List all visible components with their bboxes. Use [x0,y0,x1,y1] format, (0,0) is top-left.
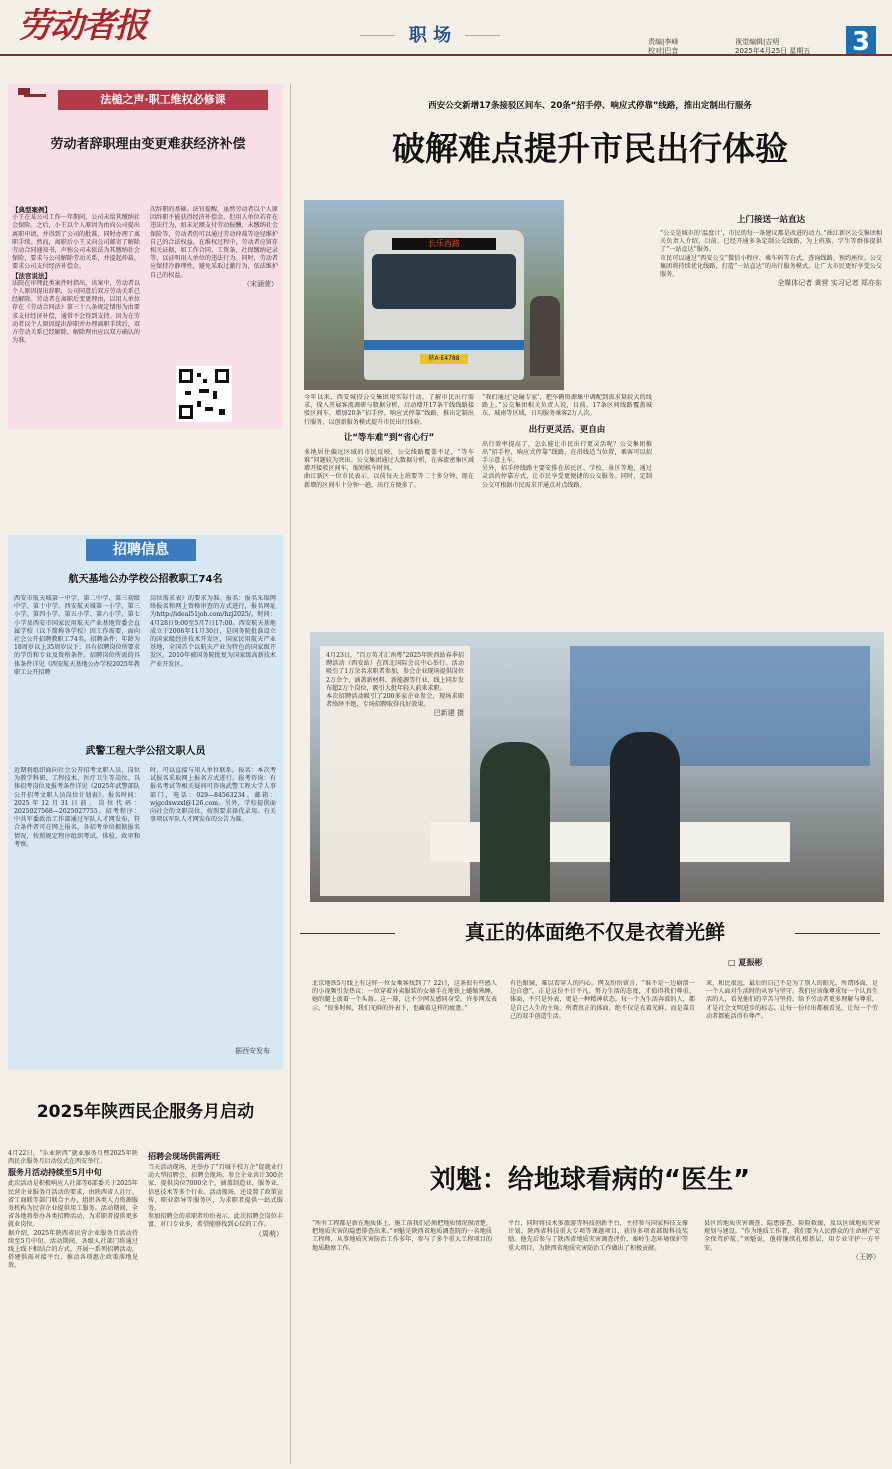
gavel-icon [12,86,52,104]
law-author: （宋涵萱） [243,279,278,288]
liu-col3-text: 县区的地质灾害调查、隐患排查、险险救援，及以区域地质灾害规划与建设。“作为地质工作者，我们要为人民群众的生命财产安全保驾护航。”刘魁说，他将继续扎根基层，用专业守护一方平安。 [704,1220,880,1252]
fair-caption [320,646,470,896]
passenger-group [530,296,560,376]
proof-name: 巴音 [664,47,679,55]
expo-p2: 据介绍，2025年陕西省民营企业服务月活动持续至5月中旬。活动期间，各级人社部门将通过线上线下相结合的方式，开展一系列招聘活动，搭建供需对接平台，推动各项惠企政策落地见效。 [8,1229,138,1270]
qr-code[interactable] [176,366,232,422]
visual-label: 视觉编辑 [735,38,763,46]
recruit-source: 据西安发布 [235,1047,270,1055]
bus-sub1: 让“等车难”到“省心行” [343,432,435,443]
bus-p2: 曲江新区一位市民表示，以前每天上班要等二十多分钟，现在新增的区间车十分钟一趟，出行方便多了。 [304,473,474,489]
analysis-text: 法院在审理此类案件时指出，该案中，劳动者以个人原因提出辞职，公司同意后双方劳动关系已经解除。劳动者在离职后变更理由，以用人单位存在《劳动合同法》第三十八条规定情形为由要求支付经济补偿，通常不会得到支持。因为在劳动者以个人原因提出辞职并办理离职手续后，双方劳动关系已经解除，解除理由应以双方确认的为准。 [12,279,140,345]
essay-col2: 有色眼镜，难以看穿人的内心。网友纷纷留言，“谁不是一边崩溃一边自愈”。正是这份不甘平凡、努力生活的态度，才值得我们尊重。体面，不只是外表，更是一种精神状态。每一个为生活奔波的人，都是自己人生的主角。所谓真正的体面，绝不仅是衣着光鲜，而是靠自己的双手创造生活。 [510,980,695,1020]
essay-col3: 来，和比很远，最后的自己不是为了别人的眼光。所谓体面，是一个人面对生活时的从容与坚守。我们应该像尊重每一个认真生活的人，看见他们的辛苦与坚持。给予劳动者更多理解与尊重，才是社会文明进步的标志。让每一份付出都被看见，让每一个劳动者都能活得有尊严。 [706,980,878,1020]
expo-p3: 当天活动现场，还举办了“百城千校万企”促就业行动大型招聘会。招聘会现场，参会企业共计300余家，提供岗位7000余个，涵盖制造业、服务业、信息技术等多个行业。活动现场，还设置了政策宣传、职业指导等服务区，为求职者提供一站式服务。 [148,1164,283,1213]
page-number: 3 [846,26,876,56]
bus-kicker: 西安公交新增17条接驳区间车、20条“招手停、响应式停靠”线路，推出定制出行服务 [428,101,752,111]
newspaper-logo: 劳动者报 [18,6,146,46]
masthead [0,0,892,56]
fair-person-right [610,732,680,902]
liu-title: 刘魁：给地球看病的“医生” [429,1165,751,1195]
expo-title: 2025年陕西民企服务月启动 [36,1102,255,1122]
bus-intro: 今年以来，西安城投公交集团用实际行动，了解市民出行需求，探入开展客流调研与数据分析，启动增开17条干线线路接驳区间车，增加20条“招手停、响应式停靠”线路，推出定制出行服务，以创新服务模式提升市民出行体验。 [304,394,474,426]
expo-author: （周萌） [255,1229,283,1238]
fair-text: 4月23日，“百万英才汇南粤”2025年陕西站春季招聘活动（西安站）在西北国际会议中心举行。活动吸引了1万余名求职者参加，参会企业现场提供岗位2万余个，涵盖新材料、新能源等行业，线上同步发布超2万个岗位，吸引大批年轻人前来求职。 [326,652,464,692]
job2-col2: 时，可以直接与用人单位联系。报名：本次考试报名采取网上报名方式进行。报考咨询：有报名考试等相关疑问可咨询武警工程大学人事部门，电话：029—84563234。邮箱：wjgcdxwzxl@126.com。另外，学校提供面向社会的文职岗位，按照要求择优录用。有关事项以军队人才网发布的公告为准。 [150,767,276,824]
bus-sub3: 上门接送一站直达 [736,215,805,225]
issue-date: 2025年4月25日 星期五 [735,47,811,55]
essay-title-box [395,918,795,946]
bus-photo [304,200,564,390]
recruit-header: 招聘信息 [86,539,196,561]
bus-bumper [364,340,524,350]
bus-author: 全媒体记者 黄营 实习记者 郑亦东 [777,279,882,288]
editor-name: 李峰 [664,38,679,46]
bus-body [364,230,524,380]
expo-col1 [8,1150,138,1465]
bus-plate: 陕A·E4788 [420,354,468,364]
bus-col1 [304,394,474,624]
expo-sub2: 招聘会现场供需两旺 [148,1152,220,1161]
visual-name: 吉明 [765,38,780,46]
law-title: 劳动者辞职理由变更难获经济补偿 [50,137,246,152]
essay-col1: 北京地铁5号线上有这样一位女乘客找到了？22日，这条很有些感人的小视频引发热议：一位穿着外卖服装的女骑手在地铁上蜷缩熟睡，她的腿上放着一个头盔。这一幕，让不少网友感同身受。许多网友表示，“很多时候，我们光鲜的外表下，也藏着这样的疲惫。” [312,980,497,1012]
law-column [8,84,283,429]
fair-person-left [480,742,550,902]
recruit-column [8,535,283,1070]
section-title: 职 场 [408,25,452,46]
bus-p1: 多地居住偏远区域的市民反映，公交线路覆盖不足，“等车难”问题较为突出。公交集团通过大数据分析，在客流密集区域增开接驳区间车，缩短候车时间。 [304,448,474,473]
bus-windshield [372,254,516,309]
case-heading: 【典型案例】 [12,206,51,214]
column-divider [290,84,291,1464]
bus-title: 破解难点提升市民出行体验 [392,129,788,168]
bus-p7: 市民可以通过“西安公交”微信小程序、乘车码等方式，查询线路、预约座位。公交集团将持续优化线路，打造“一站直达”的出行服务模式，让广大市民更好享受公交服务。 [660,254,882,279]
bus-p6: “公交是城市的‘温度计’，市民的每一条建议都是改进的动力。”曲江新区公交集团相关负责人介绍，目前，已经开通多条定制公交线路，为上班族、学生等群体提供了“一站直达”服务。 [660,230,882,254]
bus-p3: 出行效率提高了，怎么能让市民出行更灵活呢？公交集团推出“招手停、响应式停靠”线路，在沿线适当位置，乘客可以招手示意上车。 [482,440,652,465]
job2-col1: 近期将组织面向社会公开招考文职人员，岗位为教学科研、工程技术、医疗卫生等岗位。具体招考岗位及报考条件详见《2025年武警部队公开招考文职人员岗位计划表》。报名时间：2025年12月31日前。岗位代码：2025027568—2025027755。招考程序：中共军委政治工作部通过军队人才网发布，符合条件者可在网上报名。各招考单位根据报名情况，按照规定程序组织考试、体检、政审和考察。 [14,767,140,848]
expo-p4: 参加招聘会的求职者纷纷表示，此次招聘会岗位丰富，对口专业多，希望能够找到心仪的工作。 [148,1213,283,1229]
analysis-heading: 【法官说法】 [12,271,51,280]
expo-lead: 4月22日，“乐业陕西”就业服务月暨2025年陕西民企服务月启动仪式在西安举行。 [8,1150,138,1166]
expo-sub1: 服务月活动持续至5月中旬 [8,1168,102,1178]
editor-credits: 责编|李峰 校对|巴音 [648,38,679,55]
essay-author: □ 夏振彬 [728,958,763,967]
job-fair-photo [310,632,884,902]
job1-title: 航天基地公办学校公招教职工74名 [68,574,223,585]
bus-col2 [482,394,652,624]
job1-col2: 岗位需求表》的要求为准。报名：报名采取网络报名和网上资格审查的方式进行，报名网址为http://ideal51job.com/hzj2025/。时间：4月28日9:00至5月7日17:00。西安航天基地成立于2006年11月30日，是国务院批准设立的国家级经济技术开发区，国家民用航天产业基地，全国首个以航天产业为特色的国家级开发区。2010年被国务院批复为国家级高新技术产业开发区。 [150,595,276,668]
law-banner: 法槌之声·职工维权必修课 [58,90,268,110]
job1-col1: 西安市航天城第一中学、第二中学、第三初级中学、第十中学、西安航天城第一小学、第三小学、第四小学、第五小学、第六小学、第七小学及西安市国家民用航天产业基地管委会直属学校（以下简称各学校）因工作需要，面向社会公开招聘教职工74名。招聘条件：年龄为18周岁以上35周岁以下；具有招聘岗位所要求的学历和专业及资格条件。招聘岗位所需的具体条件详见《西安航天基地公办学校2025年教职工公开招聘 [14,595,140,676]
fair-author: 巴新建 摄 [433,709,464,718]
proof-label: 校对 [648,47,662,55]
case-text: 小王在某公司工作一年期间，公司未给其缴纳社会保险。之后，小王以个人原因为由向公司提出离职申请，并得到了公司的批准，同时办理了离职手续。然而，离职后小王又向公司邮寄了解除劳动合同通知书，声称公司未依法为其缴纳社会保险，要求与公司解除劳动关系，并提起仲裁，要求公司支付经济补偿金。 [12,214,140,271]
fair-note: 本次招聘活动吸引了200多家企业参会，现场求职者络绎不绝，专场招聘取得良好效果。 [326,693,464,709]
liu-col1: “所有工程都是新在地质体上，施工前我们必须把地质情况摸清楚，把地质灾害的隐患排查出来。”刘魁是陕西省地质调查院的一名地质工程师，从事地质灾害防治工作多年，参与了多个重大工程项目的地质勘察工作。 [312,1220,492,1252]
expo-col2 [148,1150,283,1465]
bus-p5: 另外，招手停线路主要安排在居民区、学校、景区等地，通过灵活的停靠方式，让市民享受更便捷的公交服务。同时，定制公交可根据市民需求开通点对点线路。 [482,465,652,489]
bus-destination-sign: 长乐西路 [392,238,496,250]
section-banner [360,20,500,50]
job2-title: 武警工程大学公招文职人员 [85,746,206,757]
visual-credits: 视觉编辑|吉明 2025年4月25日 星期五 [735,38,845,56]
law-col2 [150,206,278,346]
essay-title: 真正的体面绝不仅是衣着光鲜 [465,920,725,944]
bus-col3-upper [660,210,882,630]
bus-sub2: 出行更灵活、更自由 [528,424,606,435]
bus-p4: “我们通过‘运输专家’，把车辆资源集中调配到需求量较大的线路上。”公交集团相关负责人说，目前，17条区间线路覆盖城东、城南等区域，日均服务乘客2万人次。 [482,394,652,418]
law-col2-text: 次辞职的基础。法官提醒，虽然劳动者以个人原因辞职不能获得经济补偿金，但用人单位若存在违法行为，如未足额支付劳动报酬、未缴纳社会保险等，劳动者仍可以通过劳动仲裁等途径维护自己的合法权益。在维权过程中，劳动者应留存相关证据，如工作合同、工资条、社保缴纳记录等，以证明用人单位的违法行为。同时，劳动者应保持冷静理性，避免采取过激行为，依法维护自己的权益。 [150,206,278,279]
law-col1 [12,206,140,426]
editor-label: 责编 [648,38,662,46]
liu-col3 [704,1220,880,1460]
expo-p1: 此次活动是积极响应人社部等6部委关于2025年民营企业服务月活动的要求，由陕西省人社厅、省工商联等部门联合主办，组织各类人力资源服务机构为民营企业提供用工服务。活动期间，全省各地将举办各类招聘活动，为求职者提供更多就业岗位。 [8,1180,138,1229]
liu-author: （王婷） [852,1252,880,1261]
liu-col2: 平台，同时将技术多旅游等科技创新平台，主持参与国家科技支撑计划、陕西省科技重大专项等课题项目，获得多项省部级科技奖励。他先后参与了陕西省地质灾害调查评价、秦岭生态环境保护等重大项目，为陕西省地质灾害防治工作做出了积极贡献。 [508,1220,688,1252]
bus-mid-col [572,210,652,390]
